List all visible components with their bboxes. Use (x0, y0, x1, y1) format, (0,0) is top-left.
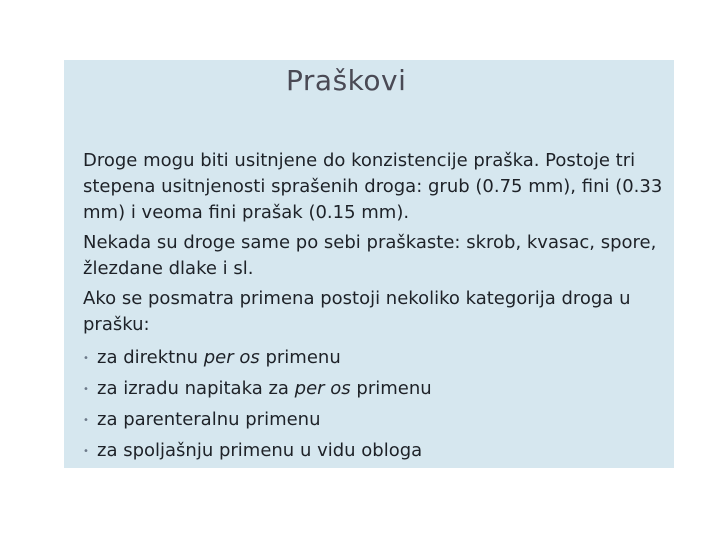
slide-title: Praškovi (286, 64, 407, 97)
paragraph-powder-fineness: Droge mogu biti usitnjene do konzistencije praška. Postoje tri stepena usitnjenosti sprašenih droga: grub (0.75 mm), fini (0.33 mm) i veoma fini prašak (0.15 mm). (83, 150, 663, 223)
bullet-icon: • (83, 414, 89, 426)
list-item-italic: per os (294, 378, 351, 399)
list-item-text: za spoljašnju primenu u vidu obloga (97, 440, 423, 461)
slide-body (83, 148, 668, 466)
list-item (83, 342, 668, 373)
paragraph-naturally-powdery: Nekada su droge same po sebi praškaste: skrob, kvasac, spore, žlezdane dlake i sl. (83, 232, 657, 279)
list-item (83, 435, 668, 466)
slide-panel (64, 60, 674, 468)
list-item-text: za direktnu (97, 347, 204, 368)
list-item (83, 373, 668, 404)
bullet-icon: • (83, 445, 89, 457)
list-item-text-end: primenu (350, 378, 432, 399)
list-item-text-end: primenu (259, 347, 341, 368)
list-item-text: za izradu napitaka za (97, 378, 295, 399)
list-item-italic: per os (203, 347, 260, 368)
bullet-icon: • (83, 383, 89, 395)
bullet-icon: • (83, 352, 89, 364)
list-item-text: za parenteralnu primenu (97, 409, 321, 430)
paragraph-categories-intro: Ako se posmatra primena postoji nekoliko kategorija droga u prašku: (83, 288, 631, 335)
list-item (83, 404, 668, 435)
category-list (83, 342, 668, 466)
